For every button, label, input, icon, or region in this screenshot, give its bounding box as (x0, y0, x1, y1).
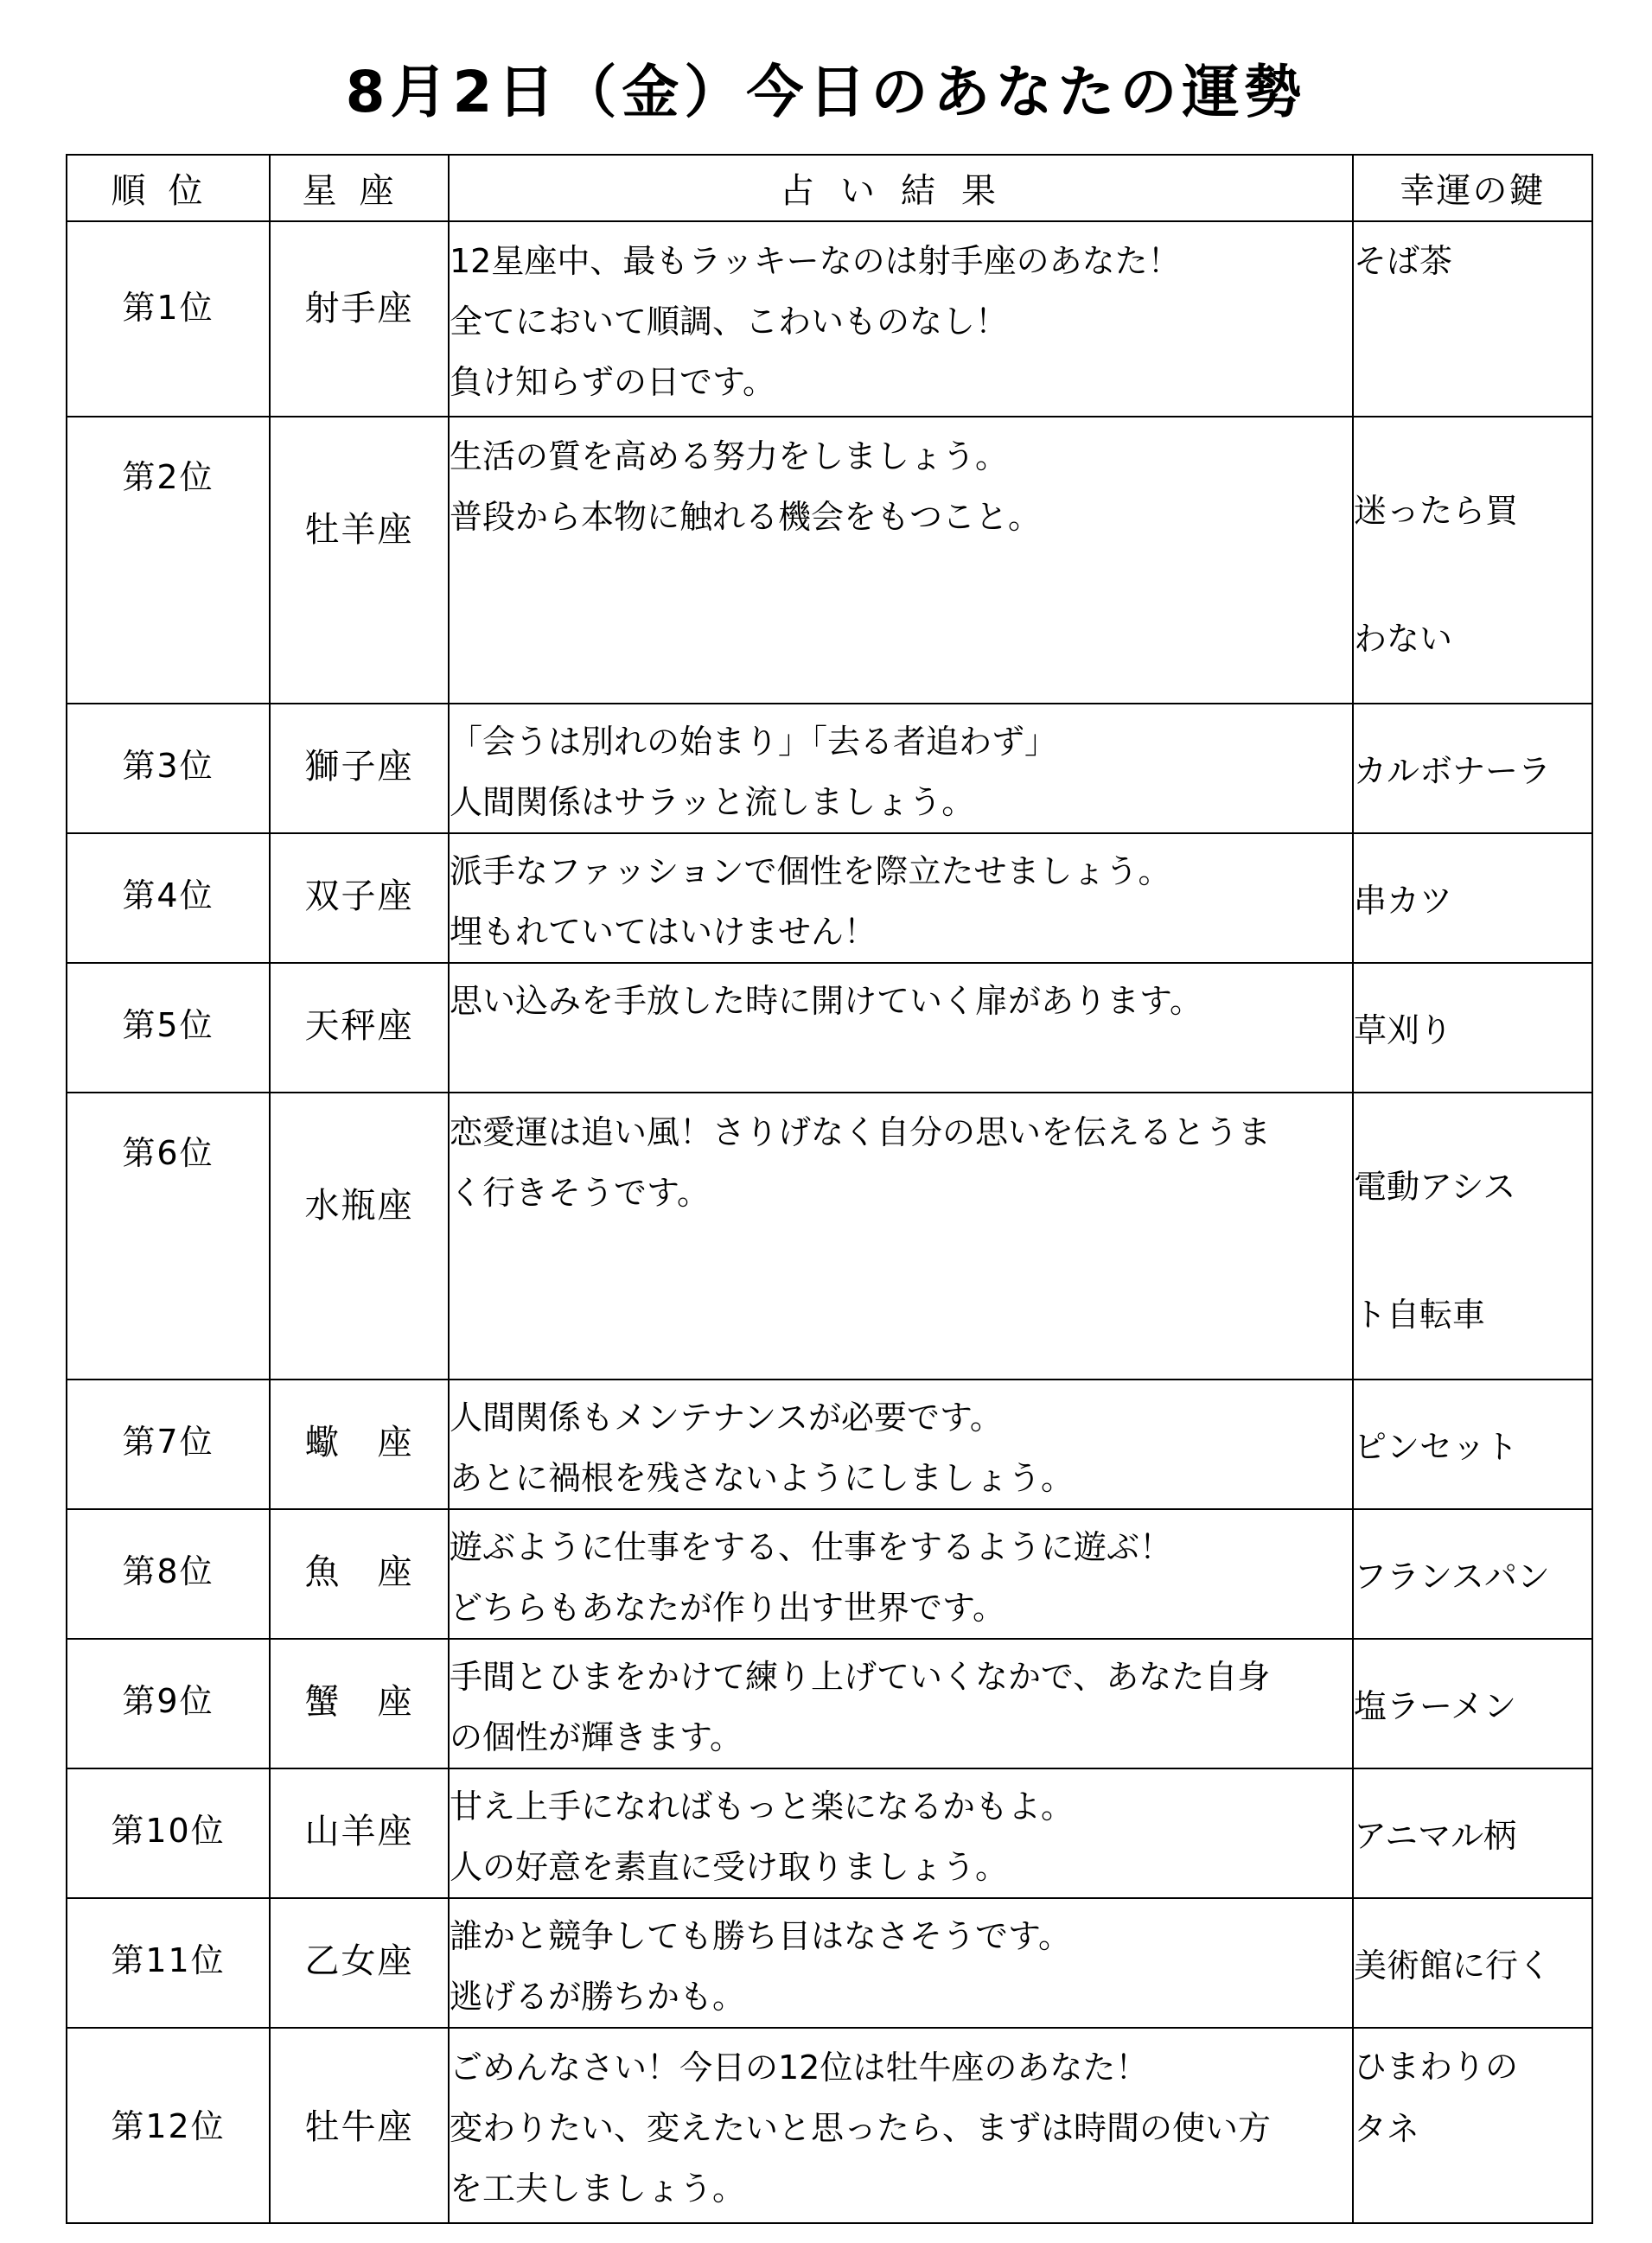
result-line: どちらもあなたが作り出す世界です。 (450, 1589, 1005, 1627)
result-cell (449, 1768, 1353, 1898)
rank-cell: 第9位 (67, 1639, 270, 1768)
header-result: 占い結果 (449, 155, 1353, 221)
result-line: 人間関係はサラッと流しましょう。 (450, 783, 975, 821)
table-row (67, 1380, 1592, 1509)
lucky-key-cell (1353, 963, 1592, 1093)
result-line: 負け知らずの日です。 (450, 363, 775, 401)
result-line: ごめんなさい！今日の12位は牡牛座のあなた！ (450, 2049, 1149, 2087)
rank-cell: 第7位 (67, 1380, 270, 1509)
rank-cell: 第12位 (67, 2028, 270, 2223)
lucky-key-cell (1353, 2028, 1592, 2223)
table-row (67, 963, 1592, 1093)
result-cell (449, 1639, 1353, 1768)
lucky-key-cell (1353, 417, 1592, 704)
result-line: あとに禍根を残さないようにしましょう。 (450, 1459, 1075, 1497)
lucky-key-line: ト自転車 (1354, 1296, 1486, 1334)
sign-cell: 双子座 (270, 833, 449, 963)
result-cell (449, 1898, 1353, 2028)
sign-cell: 獅子座 (270, 704, 449, 833)
table-row (67, 417, 1592, 704)
header-key: 幸運の鍵 (1353, 155, 1592, 221)
lucky-key-cell (1353, 1509, 1592, 1639)
lucky-key-line: 電動アシス (1354, 1168, 1516, 1206)
sign-cell: 魚 座 (270, 1509, 449, 1639)
lucky-key-line: ピンセット (1354, 1428, 1519, 1466)
lucky-key-cell (1353, 833, 1592, 963)
result-line: 甘え上手になればもっと楽になるかもよ。 (450, 1787, 1075, 1826)
result-line: く行きそうです。 (450, 1174, 710, 1212)
result-cell (449, 1093, 1353, 1380)
result-cell (449, 963, 1353, 1093)
lucky-key-cell (1353, 1380, 1592, 1509)
result-cell (449, 833, 1353, 963)
lucky-key-line: カルボナーラ (1354, 752, 1552, 790)
lucky-key-line: フランスパン (1354, 1558, 1550, 1596)
result-line: 派手なファッションで個性を際立たせましょう。 (450, 852, 1171, 890)
result-line: 埋もれていてはいけません！ (450, 913, 877, 951)
result-cell (449, 1380, 1353, 1509)
table-row (67, 833, 1592, 963)
lucky-key-line: 串カツ (1354, 882, 1453, 920)
result-cell (449, 2028, 1353, 2223)
fortune-table (66, 154, 1593, 2224)
rank-cell: 第1位 (67, 221, 270, 417)
result-line: 思い込みを手放した時に開けていく扉があります。 (450, 982, 1202, 1020)
table-row (67, 2028, 1592, 2223)
result-line: 手間とひまをかけて練り上げていくなかで、あなた自身 (450, 1658, 1271, 1696)
table-row (67, 704, 1592, 833)
table-row (67, 1509, 1592, 1639)
result-line: 変わりたい、変えたいと思ったら、まずは時間の使い方 (450, 2109, 1272, 2147)
table-row (67, 1898, 1592, 2028)
sign-cell: 射手座 (270, 221, 449, 417)
sign-cell: 乙女座 (270, 1898, 449, 2028)
result-cell (449, 1509, 1353, 1639)
lucky-key-line: わない (1354, 620, 1453, 658)
lucky-key-line: 草刈り (1354, 1011, 1453, 1049)
lucky-key-line: そば茶 (1354, 242, 1453, 280)
rank-cell: 第6位 (67, 1093, 270, 1380)
table-row (67, 1639, 1592, 1768)
rank-cell: 第4位 (67, 833, 270, 963)
result-line: 遊ぶように仕事をする、仕事をするように遊ぶ！ (450, 1528, 1173, 1566)
rank-cell: 第8位 (67, 1509, 270, 1639)
result-cell (449, 704, 1353, 833)
lucky-key-line: 美術館に行く (1354, 1947, 1552, 1985)
rank-cell: 第10位 (67, 1768, 270, 1898)
result-line: を工夫しましょう。 (450, 2170, 746, 2208)
sign-cell: 牡牛座 (270, 2028, 449, 2223)
result-line: 人間関係もメンテナンスが必要です。 (450, 1399, 1003, 1437)
result-line: 全てにおいて順調、こわいものなし！ (450, 303, 1009, 341)
result-line: 誰かと競争しても勝ち目はなさそうです。 (450, 1917, 1071, 1955)
result-cell (449, 221, 1353, 417)
header-sign: 星座 (270, 155, 449, 221)
lucky-key-line: ひまわりの (1354, 2048, 1519, 2086)
sign-cell: 牡羊座 (270, 417, 449, 704)
lucky-key-cell (1353, 1768, 1592, 1898)
result-line: 「会うは別れの始まり」「去る者追わず」 (450, 723, 1058, 761)
result-cell (449, 417, 1353, 704)
sign-cell: 水瓶座 (270, 1093, 449, 1380)
rank-cell: 第3位 (67, 704, 270, 833)
lucky-key-line: タネ (1354, 2110, 1420, 2148)
table-row (67, 1768, 1592, 1898)
sign-cell: 蟹 座 (270, 1639, 449, 1768)
table-row (67, 1093, 1592, 1380)
lucky-key-line: 塩ラーメン (1354, 1687, 1517, 1725)
lucky-key-cell (1353, 221, 1592, 417)
lucky-key-cell (1353, 704, 1592, 833)
sign-cell: 蠍 座 (270, 1380, 449, 1509)
result-line: 生活の質を高める努力をしましょう。 (450, 437, 1009, 475)
rank-cell: 第2位 (67, 417, 270, 704)
header-rank: 順位 (67, 155, 270, 221)
lucky-key-line: アニマル柄 (1354, 1817, 1517, 1855)
rank-cell: 第5位 (67, 963, 270, 1093)
sign-cell: 天秤座 (270, 963, 449, 1093)
result-line: 12星座中、最もラッキーなのは射手座のあなた！ (450, 242, 1181, 280)
lucky-key-cell (1353, 1093, 1592, 1380)
rank-cell: 第11位 (67, 1898, 270, 2028)
sign-cell: 山羊座 (270, 1768, 449, 1898)
lucky-key-line: 迷ったら買 (1354, 492, 1519, 530)
result-line: 普段から本物に触れる機会をもつこと。 (450, 498, 1042, 536)
table-body (67, 221, 1592, 2223)
result-line: 人の好意を素直に受け取りましょう。 (450, 1848, 1009, 1886)
result-line: の個性が輝きます。 (450, 1718, 743, 1756)
table-row (67, 221, 1592, 417)
page-title: 8月2日（金）今日のあなたの運勢 (345, 59, 1307, 125)
result-line: 恋愛運は追い風！さりげなく自分の思いを伝えるとうま (450, 1113, 1272, 1151)
lucky-key-cell (1353, 1639, 1592, 1768)
result-line: 逃げるが勝ちかも。 (450, 1978, 746, 2016)
lucky-key-cell (1353, 1898, 1592, 2028)
table-header-row (67, 155, 1592, 221)
